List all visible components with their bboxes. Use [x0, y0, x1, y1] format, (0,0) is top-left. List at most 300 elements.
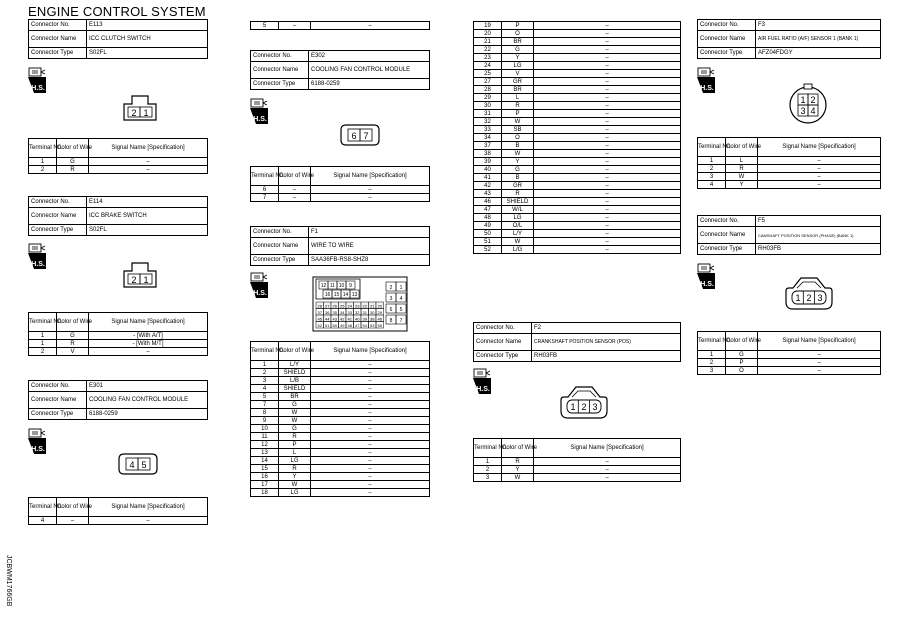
- signal-header: Signal Name [Specification]: [311, 342, 430, 361]
- pin-label: 13: [351, 292, 358, 298]
- terminal-cell: 1: [29, 158, 57, 166]
- color-header: Color of Wire: [57, 139, 89, 158]
- signal-cell: –: [534, 118, 681, 126]
- pin-label: 20: [377, 303, 382, 309]
- terminal-cell: 3: [251, 377, 279, 385]
- pin-label: 23: [355, 303, 360, 309]
- color-header: Color of Wire: [279, 342, 311, 361]
- terminal-cell: 47: [474, 206, 502, 214]
- color-header: Color of Wire: [502, 439, 534, 458]
- signal-header: Signal Name [Specification]: [89, 139, 208, 158]
- pin-label: 9: [349, 283, 352, 289]
- connector-name-label: Connector Name: [474, 334, 532, 351]
- terminal-row: [251, 473, 430, 481]
- connector-type-value: 6188-0259: [309, 79, 430, 90]
- color-cell: W: [726, 173, 758, 181]
- color-cell: G: [57, 332, 89, 340]
- pin-label: 39: [362, 316, 367, 322]
- connector-no-label: Connector No.: [29, 20, 87, 31]
- pin-label: 40: [355, 316, 360, 322]
- color-cell: W: [279, 409, 311, 417]
- terminal-row: [474, 110, 681, 118]
- harness-side-icon: [473, 368, 491, 394]
- connector-no-label: Connector No.: [698, 20, 756, 31]
- connector-name-value: COOLING FAN CONTROL MODULE: [309, 62, 430, 79]
- signal-cell: –: [311, 194, 430, 202]
- connector-no-label: Connector No.: [251, 227, 309, 238]
- pin-label: 27: [325, 303, 330, 309]
- terminal-row: [698, 181, 881, 189]
- signal-cell: –: [311, 481, 430, 489]
- pin-label: 55: [377, 322, 382, 328]
- terminal-cell: 3: [698, 173, 726, 181]
- color-cell: V: [57, 348, 89, 356]
- connector-name-value: CRANKSHAFT POSITION SENSOR (POS): [532, 334, 681, 351]
- connector-face-f3: [787, 83, 829, 125]
- connector-face-e114: [123, 262, 157, 288]
- connector-info-table: [473, 322, 681, 362]
- connector-type-value: S02FL: [87, 48, 208, 59]
- signal-cell: –: [534, 126, 681, 134]
- pin-label: 8: [389, 318, 393, 324]
- signal-cell: –: [311, 186, 430, 194]
- color-header: Color of Wire: [726, 138, 758, 157]
- pin-label: 24: [347, 303, 352, 309]
- connector-name-label: Connector Name: [29, 208, 87, 225]
- harness-side-icon: [28, 428, 46, 454]
- terminal-row: [474, 474, 681, 482]
- hs-label: H.S.: [31, 261, 45, 268]
- terminal-cell: 12: [251, 441, 279, 449]
- terminal-row: [474, 78, 681, 86]
- terminal-row: [29, 348, 208, 356]
- terminal-cell: 20: [474, 30, 502, 38]
- signal-cell: –: [534, 206, 681, 214]
- color-cell: R: [726, 165, 758, 173]
- signal-cell: –: [534, 222, 681, 230]
- harness-side-icon: [28, 243, 46, 269]
- hs-label: H.S.: [31, 446, 45, 453]
- color-cell: Y: [502, 158, 534, 166]
- signal-cell: –: [534, 230, 681, 238]
- terminal-cell: 43: [474, 190, 502, 198]
- pin-label: 6: [389, 307, 393, 313]
- terminal-row: [474, 174, 681, 182]
- terminal-cell: 48: [474, 214, 502, 222]
- terminal-row: [251, 417, 430, 425]
- signal-cell: –: [534, 238, 681, 246]
- pin-label: 16: [324, 292, 331, 298]
- pin-label: 12: [320, 283, 327, 289]
- terminal-cell: 38: [474, 150, 502, 158]
- signal-cell: –: [311, 417, 430, 425]
- terminal-cell: 13: [251, 449, 279, 457]
- pin-label: 43: [332, 316, 337, 322]
- f3-terminal-table: [697, 137, 881, 189]
- connector-e113: [28, 19, 208, 59]
- signal-cell: –: [89, 166, 208, 174]
- connector-e301: [28, 380, 208, 420]
- color-cell: –: [279, 186, 311, 194]
- pin-label: 1: [795, 293, 801, 303]
- terminal-row: [474, 166, 681, 174]
- pin-label: 53: [370, 322, 375, 328]
- signal-cell: –: [758, 173, 881, 181]
- terminal-cell: 3: [698, 367, 726, 375]
- pin-label: 2: [810, 95, 816, 105]
- pin-label: 4: [129, 460, 135, 470]
- color-cell: R: [502, 102, 534, 110]
- signal-cell: –: [534, 466, 681, 474]
- terminal-cell: 31: [474, 110, 502, 118]
- color-cell: P: [726, 359, 758, 367]
- signal-cell: –: [534, 150, 681, 158]
- terminal-cell: 34: [474, 134, 502, 142]
- terminal-row: [474, 86, 681, 94]
- terminal-row: [474, 182, 681, 190]
- pin-label: 2: [581, 402, 587, 412]
- signal-cell: –: [534, 94, 681, 102]
- f1-continued-table: [473, 21, 681, 254]
- color-cell: G: [57, 158, 89, 166]
- signal-cell: - [With A/T]: [89, 332, 208, 340]
- terminal-cell: 37: [474, 142, 502, 150]
- terminal-cell: 50: [474, 230, 502, 238]
- color-cell: G: [502, 46, 534, 54]
- signal-cell: –: [311, 457, 430, 465]
- color-cell: G: [502, 166, 534, 174]
- connector-name-value: ICC CLUTCH SWITCH: [87, 31, 208, 48]
- color-cell: L/G: [502, 246, 534, 254]
- connector-type-value: RH03FB: [756, 244, 881, 255]
- terminal-cell: 41: [474, 174, 502, 182]
- signal-cell: –: [311, 425, 430, 433]
- pin-label: 33: [347, 309, 352, 315]
- terminal-row: [251, 409, 430, 417]
- color-cell: W: [502, 118, 534, 126]
- color-cell: O: [502, 30, 534, 38]
- connector-name-label: Connector Name: [251, 62, 309, 79]
- pin-label: 1: [143, 275, 149, 285]
- color-cell: P: [502, 110, 534, 118]
- pin-label: 3: [800, 106, 806, 116]
- color-cell: GR: [502, 182, 534, 190]
- pin-label: 42: [340, 316, 345, 322]
- terminal-header: Terminal No.: [29, 139, 57, 158]
- color-cell: G: [279, 425, 311, 433]
- pin-label: 10: [338, 283, 345, 289]
- connector-name-label: Connector Name: [29, 392, 87, 409]
- color-cell: W: [502, 238, 534, 246]
- terminal-header: Terminal No.: [29, 498, 57, 517]
- terminal-cell: 24: [474, 62, 502, 70]
- signal-cell: –: [534, 22, 681, 30]
- signal-cell: –: [758, 351, 881, 359]
- terminal-cell: 27: [474, 78, 502, 86]
- signal-cell: - [With M/T]: [89, 340, 208, 348]
- terminal-cell: 4: [251, 385, 279, 393]
- terminal-cell: 17: [251, 481, 279, 489]
- terminal-cell: 39: [474, 158, 502, 166]
- terminal-row: [251, 449, 430, 457]
- color-cell: V: [502, 70, 534, 78]
- terminal-row: [29, 158, 208, 166]
- connector-face-e113: [123, 95, 157, 121]
- connector-type-value: SAA36FB-RS8-SHZ8: [309, 255, 430, 266]
- connector-no-value: E301: [87, 381, 208, 392]
- connector-type-label: Connector Type: [474, 351, 532, 362]
- terminal-cell: 2: [251, 369, 279, 377]
- signal-cell: –: [311, 465, 430, 473]
- pin-label: 45: [317, 316, 322, 322]
- signal-header: Signal Name [Specification]: [311, 167, 430, 186]
- terminal-row: [251, 194, 430, 202]
- color-cell: L: [279, 449, 311, 457]
- terminal-row: [251, 489, 430, 497]
- e301-continued-table: [250, 21, 430, 30]
- color-cell: B: [502, 142, 534, 150]
- pin-label: 2: [131, 108, 137, 118]
- connector-name-value: COOLING FAN CONTROL MODULE: [87, 392, 208, 409]
- terminal-row: [251, 481, 430, 489]
- connector-no-value: F3: [756, 20, 881, 31]
- connector-name-value: ICC BRAKE SWITCH: [87, 208, 208, 225]
- color-cell: SB: [502, 126, 534, 134]
- pin-label: 22: [362, 303, 367, 309]
- signal-cell: –: [534, 54, 681, 62]
- pin-label: 5: [141, 460, 147, 470]
- pin-label: 7: [399, 318, 403, 324]
- pin-label: 31: [362, 309, 367, 315]
- signal-cell: –: [534, 46, 681, 54]
- connector-no-label: Connector No.: [29, 197, 87, 208]
- terminal-cell: 15: [251, 465, 279, 473]
- terminal-cell: 5: [251, 393, 279, 401]
- pin-label: 14: [342, 292, 349, 298]
- terminal-row: [474, 102, 681, 110]
- terminal-cell: 40: [474, 166, 502, 174]
- pin-label: 1: [143, 108, 149, 118]
- terminal-row: [29, 517, 208, 525]
- signal-cell: –: [311, 393, 430, 401]
- color-cell: B: [502, 174, 534, 182]
- signal-cell: –: [534, 110, 681, 118]
- terminal-cell: 51: [474, 238, 502, 246]
- harness-side-icon: [250, 272, 268, 298]
- pin-label: 49: [340, 322, 345, 328]
- color-cell: O: [726, 367, 758, 375]
- terminal-header: Terminal No.: [251, 167, 279, 186]
- terminal-row: [29, 166, 208, 174]
- connector-type-label: Connector Type: [698, 244, 756, 255]
- terminal-row: [474, 54, 681, 62]
- color-cell: LG: [279, 489, 311, 497]
- pin-label: 35: [332, 309, 337, 315]
- connector-type-label: Connector Type: [29, 409, 87, 420]
- terminal-row: [251, 369, 430, 377]
- terminal-row: [474, 158, 681, 166]
- pin-label: 7: [363, 131, 369, 141]
- signal-header: Signal Name [Specification]: [89, 313, 208, 332]
- signal-cell: –: [534, 142, 681, 150]
- pin-label: 4: [399, 296, 403, 302]
- terminal-cell: 28: [474, 86, 502, 94]
- terminal-cell: 1: [251, 361, 279, 369]
- color-cell: SHIELD: [279, 369, 311, 377]
- terminal-cell: 8: [251, 409, 279, 417]
- color-cell: W: [502, 474, 534, 482]
- color-cell: R: [57, 166, 89, 174]
- terminal-cell: 7: [251, 401, 279, 409]
- signal-cell: –: [534, 166, 681, 174]
- connector-f1: [250, 226, 430, 266]
- terminal-cell: 19: [474, 22, 502, 30]
- terminal-row: [251, 393, 430, 401]
- terminal-row: [474, 94, 681, 102]
- pin-label: 44: [325, 316, 330, 322]
- signal-cell: –: [758, 157, 881, 165]
- terminal-header: Terminal No.: [698, 332, 726, 351]
- terminal-row: [474, 246, 681, 254]
- signal-cell: –: [758, 181, 881, 189]
- terminal-cell: 1: [29, 332, 57, 340]
- color-cell: W: [279, 481, 311, 489]
- connector-info-table: [28, 19, 208, 59]
- terminal-row: [698, 157, 881, 165]
- color-cell: L/Y: [502, 230, 534, 238]
- connector-type-value: S02FL: [87, 225, 208, 236]
- connector-e302: [250, 50, 430, 90]
- signal-cell: –: [534, 158, 681, 166]
- figure-code: JCBWM1766GB: [5, 555, 12, 607]
- signal-cell: –: [311, 433, 430, 441]
- connector-no-label: Connector No.: [474, 323, 532, 334]
- connector-name-label: Connector Name: [698, 227, 756, 244]
- connector-name-value: AIR FUEL RATIO (A/F) SENSOR 1 (BANK 1): [756, 31, 881, 48]
- color-cell: Y: [279, 473, 311, 481]
- connector-no-value: E114: [87, 197, 208, 208]
- signal-cell: –: [311, 22, 430, 30]
- signal-cell: –: [311, 473, 430, 481]
- terminal-row: [474, 198, 681, 206]
- page-title: ENGINE CONTROL SYSTEM: [28, 4, 206, 19]
- hs-label: H.S.: [31, 85, 45, 92]
- terminal-cell: 4: [698, 181, 726, 189]
- color-cell: R: [502, 190, 534, 198]
- connector-no-value: F1: [309, 227, 430, 238]
- terminal-row: [474, 150, 681, 158]
- connector-type-value: RH03FB: [532, 351, 681, 362]
- signal-header: Signal Name [Specification]: [758, 138, 881, 157]
- color-cell: BR: [502, 38, 534, 46]
- signal-cell: –: [534, 38, 681, 46]
- connector-info-table: [28, 196, 208, 236]
- terminal-cell: 1: [698, 351, 726, 359]
- terminal-row: [29, 340, 208, 348]
- color-cell: SHIELD: [279, 385, 311, 393]
- pin-label: 2: [389, 285, 393, 291]
- pin-label: 34: [340, 309, 345, 315]
- harness-side-icon: [697, 67, 715, 93]
- signal-cell: –: [89, 517, 208, 525]
- terminal-cell: 2: [698, 165, 726, 173]
- connector-name-label: Connector Name: [698, 31, 756, 48]
- hs-label: H.S.: [476, 386, 490, 393]
- pin-label: 4: [810, 106, 816, 116]
- color-cell: –: [279, 22, 311, 30]
- terminal-row: [698, 367, 881, 375]
- connector-f2: [473, 322, 681, 362]
- pin-label: 21: [370, 303, 375, 309]
- signal-cell: –: [311, 369, 430, 377]
- connector-info-table: [250, 50, 430, 90]
- terminal-row: [474, 70, 681, 78]
- terminal-row: [474, 214, 681, 222]
- terminal-row: [251, 22, 430, 30]
- signal-cell: –: [89, 348, 208, 356]
- color-header: Color of Wire: [57, 498, 89, 517]
- hs-label: H.S.: [700, 85, 714, 92]
- pin-label: 15: [333, 292, 340, 298]
- connector-no-label: Connector No.: [251, 51, 309, 62]
- connector-face-f1: [312, 276, 408, 332]
- terminal-row: [474, 38, 681, 46]
- terminal-cell: 22: [474, 46, 502, 54]
- signal-cell: –: [534, 78, 681, 86]
- terminal-row: [29, 332, 208, 340]
- signal-cell: –: [311, 401, 430, 409]
- connector-type-label: Connector Type: [251, 79, 309, 90]
- terminal-row: [474, 230, 681, 238]
- connector-no-label: Connector No.: [698, 216, 756, 227]
- f1-terminal-table: [250, 341, 430, 497]
- terminal-cell: 29: [474, 94, 502, 102]
- terminal-cell: 2: [474, 466, 502, 474]
- signal-cell: –: [311, 409, 430, 417]
- pin-label: 11: [329, 283, 336, 289]
- f5-terminal-table: [697, 331, 881, 375]
- hs-label: H.S.: [700, 281, 714, 288]
- terminal-row: [474, 222, 681, 230]
- signal-cell: –: [89, 158, 208, 166]
- f2-terminal-table: [473, 438, 681, 482]
- terminal-row: [251, 465, 430, 473]
- terminal-row: [474, 118, 681, 126]
- signal-cell: –: [311, 449, 430, 457]
- connector-info-table: [28, 380, 208, 420]
- color-cell: –: [279, 194, 311, 202]
- terminal-header: Terminal No.: [251, 342, 279, 361]
- terminal-row: [251, 385, 430, 393]
- e301-terminal-table: [28, 497, 208, 525]
- color-cell: BR: [279, 393, 311, 401]
- signal-cell: –: [534, 134, 681, 142]
- e114-terminal-table: [28, 312, 208, 356]
- color-header: Color of Wire: [726, 332, 758, 351]
- terminal-cell: 5: [251, 22, 279, 30]
- terminal-cell: 6: [251, 186, 279, 194]
- terminal-cell: 25: [474, 70, 502, 78]
- color-cell: W: [502, 150, 534, 158]
- hs-label: H.S.: [253, 116, 267, 123]
- pin-label: 30: [370, 309, 375, 315]
- terminal-cell: 49: [474, 222, 502, 230]
- pin-label: 38: [370, 316, 375, 322]
- color-cell: LG: [502, 62, 534, 70]
- color-cell: L: [502, 94, 534, 102]
- signal-cell: –: [311, 489, 430, 497]
- signal-header: Signal Name [Specification]: [758, 332, 881, 351]
